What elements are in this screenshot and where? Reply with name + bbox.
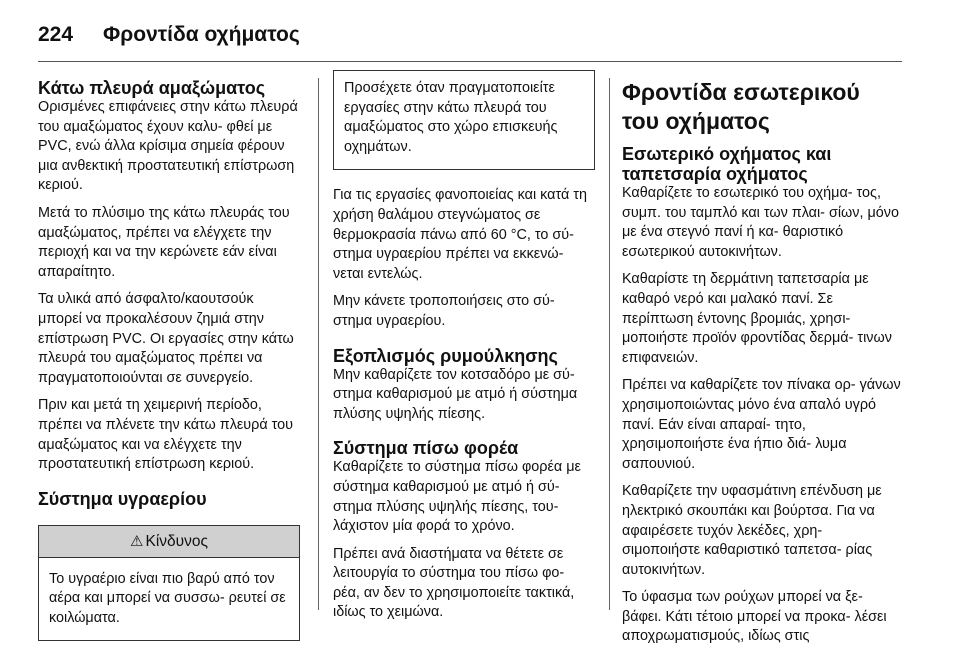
paragraph: Τα υλικά από άσφαλτο/καουτσούκ μπορεί να προκαλέσουν ζημιά στην επίστρωση PVC. Οι εργασίες στην κάτω πλευρά του αμαξώματος πρέπει να πραγματοποιούνται σε συνεργείο. [38, 291, 294, 386]
danger-box-header [39, 526, 299, 558]
page-header [38, 20, 300, 50]
danger-text: Το υγραέριο είναι πιο βαρύ από τον αέρα και μπορεί να συσσω- ρευτεί σε κοιλώματα. [49, 570, 286, 626]
column-divider [318, 78, 319, 610]
running-title: Φροντίδα οχήματος [103, 23, 300, 46]
paragraph: Πρέπει ανά διαστήματα να θέτετε σε λειτουργία το σύστημα του πίσω φο- ρέα, αν δεν το χρησιμοποιείτε τακτικά, ιδίως το χειμώνα. [333, 545, 575, 621]
column-3 [622, 78, 902, 655]
danger-title: Κίνδυνος [145, 532, 208, 550]
column-divider [609, 78, 610, 610]
paragraph: Πριν και μετά τη χειμερινή περίοδο, πρέπει να πλένετε την κάτω πλευρά του αμαξώματος και να ελέγχετε την προστατευτική επίστρωση κεριού. [38, 397, 294, 473]
heading-rear-carrier: Σύστημα πίσω φορέα [333, 438, 519, 459]
danger-box-body [39, 558, 299, 641]
heading-towing-equipment: Εξοπλισμός ρυμούλκησης [333, 345, 558, 366]
warning-triangle-icon: ⚠ [130, 532, 144, 550]
paragraph: Το ύφασμα των ρούχων μπορεί να ξε- βάφει. Κάτι τέτοιο μπορεί να προκα- λέσει αποχρωματισμούς, ιδίως στις [622, 589, 887, 645]
header-rule [38, 61, 902, 62]
paragraph: Καθαρίζετε το σύστημα πίσω φορέα με σύστημα καθαρισμού με ατμό ή σύ- στημα πλύσης υψηλής πίεσης, του- λάχιστον μία φορά το χρόνο. [333, 459, 581, 535]
heading-underbody: Κάτω πλευρά αμαξώματος [38, 78, 266, 98]
paragraph: Καθαρίζετε το εσωτερικό του οχήμα- τος, συμπ. του ταμπλό και των πλαι- σίων, μόνο με ένα στεγνό πανί ή κα- θαριστικό εσωτερικού αυτοκινήτων. [622, 185, 899, 260]
heading-interior-upholstery: Εσωτερικό οχήματος και ταπετσαρία οχήματος [622, 144, 832, 184]
column-1 [38, 78, 300, 641]
paragraph: Καθαρίστε τη δερμάτινη ταπετσαρία με καθαρό νερό και μαλακό πανί. Σε περίπτωση έντονης βρομιάς, χρησι- μοποιήστε προϊόν φροντίδας δερμά- τινων επιφανειών. [622, 271, 892, 366]
paragraph: Μετά το πλύσιμο της κάτω πλευράς του αμαξώματος, πρέπει να ελέγχετε την περιοχή και να την κερώνετε εάν είναι απαραίτητο. [38, 204, 290, 280]
danger-box [38, 525, 300, 642]
paragraph: Καθαρίζετε την υφασμάτινη επένδυση με ηλεκτρικό σκουπάκι και βούρτσα. Για να αφαιρέσετε τυχόν λεκέδες, χρη- σιμοποιήστε καθαριστικό ταπετσα- ρίας αυτοκινήτων. [622, 483, 882, 578]
note-text: Προσέχετε όταν πραγματοποιείτε εργασίες στην κάτω πλευρά του αμαξώματος στο χώρο επισκευής οχημάτων. [344, 80, 558, 155]
column-2 [333, 78, 595, 631]
heading-lpg-system: Σύστημα υγραερίου [38, 488, 207, 509]
page-number: 224 [38, 23, 74, 46]
heading-interior-care: Φροντίδα εσωτερικού του οχήματος [622, 79, 860, 134]
paragraph: Ορισμένες επιφάνειες στην κάτω πλευρά του αμαξώματος έχουν καλυ- φθεί με PVC, ενώ άλλα κρίσιμα σημεία φέρουν μια ανθεκτική προστατευτική επίστρωση κεριού. [38, 99, 298, 194]
paragraph: Πρέπει να καθαρίζετε τον πίνακα ορ- γάνων χρησιμοποιώντας μόνο ένα απαλό υγρό πανί. Εάν είναι απαραί- τητο, χρησιμοποιήστε ένα ήπιο διά- λυμα σαπουνιού. [622, 377, 901, 472]
paragraph: Μην κάνετε τροποποιήσεις στο σύ- στημα υγραερίου. [333, 293, 555, 329]
paragraph: Μην καθαρίζετε τον κοτσαδόρο με σύ- στημα καθαρισμού με ατμό ή σύστημα πλύσης υψηλής πίεσης. [333, 366, 578, 422]
note-box [333, 70, 595, 170]
paragraph: Για τις εργασίες φανοποιείας και κατά τη χρήση θαλάμου στεγνώματος σε θερμοκρασία πάνω από 60 °C, το σύ- στημα υγραερίου πρέπει να εκκενώ- νεται εντελώς. [333, 187, 587, 282]
